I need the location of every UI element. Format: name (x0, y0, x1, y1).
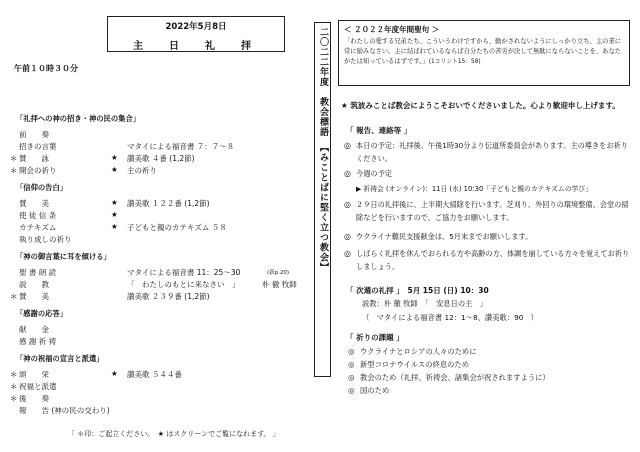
announcement-text: ２９日の礼拝後に、上半期大掃除を行います。芝刈り、外回りの環境整備、会堂の掃除などを行いますので、ご協力をお願いします。 (356, 200, 629, 222)
double-circle-icon: ◎ (348, 386, 355, 395)
order-row (10, 393, 308, 405)
section-heading: 「礼拝への神の招き・神の民の集合」 (16, 114, 141, 123)
order-item-label: 祝福と派遣 (19, 382, 57, 391)
order-row (10, 336, 308, 348)
stand-mark: ＊ (10, 166, 18, 175)
order-row (10, 381, 308, 393)
next-service-sermon: 説教：朴 徹 牧師 「 安息日の主 」 (362, 299, 488, 308)
annual-verse-text (344, 37, 624, 67)
announcements-column (338, 8, 632, 444)
prayer-topics-heading: 「 祈りの課題 」 (346, 333, 404, 342)
order-row (10, 234, 308, 246)
double-circle-icon: ◎ (348, 347, 355, 356)
announcement-text: ウクライナ難民支援献金は、5月末までお願いします。 (356, 232, 533, 241)
double-circle-icon: ◎ (348, 360, 355, 369)
order-item-label: 感 謝 祈 祷 (19, 337, 57, 346)
order-row (10, 129, 308, 141)
prayer-topic-text: 新型コロナウイルスの終息のため (360, 360, 470, 369)
stand-mark: ＊ (10, 292, 18, 301)
annual-verse-reference: (1コリント15：58) (428, 59, 481, 65)
order-item-label: 聖 書 朗 読 (19, 268, 57, 277)
order-row (10, 267, 308, 279)
order-row (10, 291, 308, 303)
screen-star-icon: ★ (111, 165, 118, 174)
stand-mark: ＊ (10, 154, 18, 163)
service-time: 午前１０時３０分 (14, 64, 78, 73)
annual-verse-heading: ＜ ２０２２年度年間聖句 ＞ (344, 25, 440, 34)
double-circle-icon: ◎ (344, 232, 351, 241)
announcements-heading: 「 報告、連絡等 」 (346, 126, 412, 135)
order-row (10, 153, 308, 165)
welcome-message: ★ 筑波みことば教会にようこそおいでくださいました。心より歓迎申し上げます。 (341, 101, 620, 110)
order-row (10, 222, 308, 234)
announcement-item (344, 231, 630, 244)
double-circle-icon: ◎ (344, 141, 351, 150)
order-item-label: 賛 美 (19, 292, 49, 301)
church-motto-box (314, 22, 331, 377)
order-item-content: マタイによる福音書 ７：７～８ (127, 142, 235, 151)
order-item-label: 招きの言葉 (19, 142, 57, 151)
annual-verse-body: 「わたしの愛する兄弟たち、こういうわけですから、動かされないようにしっかり立ち、主の業に常に励みなさい。主に結ばれているならば自分たちの苦労が決して無駄にならないことを、あなたがたは知っているはずです。」 (344, 38, 622, 65)
section-heading: 「感謝の応答」 (16, 309, 68, 318)
prayer-topic-text: ウクライナとロシアの人々のために (360, 347, 477, 356)
order-row (10, 198, 308, 210)
order-item-label: 頌 栄 (19, 370, 49, 379)
order-item-label: カテキズム (19, 223, 57, 232)
prayer-meeting-note: ▶ 祈祷会 (オンライン)：11日 (水) 10:30「子どもと親のカテキズムの学び」 (356, 185, 592, 193)
screen-star-icon: ★ (111, 198, 118, 207)
double-circle-icon: ◎ (344, 169, 351, 178)
order-row (10, 369, 308, 381)
order-row (10, 324, 308, 336)
stand-mark: ＊ (10, 370, 18, 379)
order-item-label: 献 金 (19, 325, 49, 334)
order-item-content: 讃美歌 １２２番 (1,2節) (127, 199, 210, 208)
order-row (10, 165, 308, 177)
order-item-content: 讃美歌 ２３９番 (1,2節) (127, 292, 210, 301)
announcement-item (344, 168, 630, 181)
order-row (10, 279, 308, 291)
announcement-item (344, 199, 630, 224)
order-item-label: 開会の祈り (19, 166, 57, 175)
prayer-topic-text: 教会のため（礼拝、祈祷会、諸集会が祝されますように） (360, 373, 550, 382)
service-date: 2022年5月8日 (165, 22, 227, 32)
order-item-label: 前 奏 (19, 130, 49, 139)
order-item-content: 讃美歌 ４番 (1,2節) (127, 154, 195, 163)
footer-note: 「 ＊印：ご起立ください。 ★ はスクリーンでご覧になれます。 」 (68, 430, 280, 438)
prayer-topic (348, 360, 469, 370)
order-item-label: 説 教 (19, 280, 49, 289)
prayer-topic (348, 386, 389, 396)
order-item-label: 賛 詠 (19, 154, 49, 163)
announcement-item (344, 248, 630, 273)
double-circle-icon: ◎ (348, 373, 355, 382)
screen-star-icon: ★ (111, 210, 118, 219)
prayer-topic (348, 373, 550, 383)
order-item-content: マタイによる福音書 11：25～30 (127, 268, 241, 277)
order-item-label: 執り成しの祈り (19, 235, 72, 244)
prayer-topic-text: 国のため (360, 386, 390, 395)
order-item-content: 「 わたしのもとに来なさい 」 (127, 280, 240, 289)
service-title: 主 日 礼 拝 (133, 41, 259, 52)
order-row (10, 405, 308, 417)
screen-star-icon: ★ (111, 153, 118, 162)
order-row (10, 210, 308, 222)
order-item-content: 主の祈り (127, 166, 157, 175)
prayer-topic (348, 347, 477, 357)
next-service-heading: 「 次週の礼拝 」 5月 15日 (日) 10：30 (346, 286, 489, 295)
order-of-service (10, 8, 308, 444)
order-item-label: 賛 美 (19, 199, 49, 208)
order-row (10, 141, 308, 153)
next-service-reading: （ マタイによる福音書 12：1～8、讃美歌：90 ） (362, 313, 538, 322)
church-motto: 二〇二二年度 教会標語 【みことばに堅く立つ教会】 (318, 27, 328, 273)
announcement-item (344, 140, 630, 165)
annual-verse-box (338, 20, 630, 86)
announcement-text: 本日の予定：礼拝後、午後1時30分より伝道所委員会があります。主の導きをお祈りください。 (356, 141, 628, 163)
service-title-box (107, 16, 285, 52)
section-heading: 「神の御言葉に耳を傾ける」 (16, 252, 111, 261)
stand-mark: ＊ (10, 382, 18, 391)
order-item-content: 子どもと親のカテキズム ５８ (127, 223, 227, 232)
screen-star-icon: ★ (111, 222, 118, 231)
stand-mark: ＊ (10, 394, 18, 403)
section-heading: 「信仰の告白」 (16, 183, 68, 192)
page-reference: (新p.20) (267, 270, 290, 276)
order-item-label: 後 奏 (19, 394, 49, 403)
screen-star-icon: ★ (111, 369, 118, 378)
double-circle-icon: ◎ (344, 200, 351, 209)
order-item-label: 報 告 (神の民の交わり) (19, 406, 110, 415)
preacher-name: 朴 徹 牧師 (262, 280, 297, 289)
announcement-text: 今週の予定 (356, 169, 392, 178)
double-circle-icon: ◎ (344, 249, 351, 258)
order-item-content: 讃美歌 ５４４番 (127, 370, 182, 379)
order-item-label: 使 徒 信 条 (19, 211, 57, 220)
announcement-text: しばらく礼拝を休んでおられる方や高齢の方、体調を崩している方々を覚えてお祈りしましょう。 (356, 249, 630, 271)
section-heading: 「神の祝福の宣言と派遣」 (16, 354, 104, 363)
